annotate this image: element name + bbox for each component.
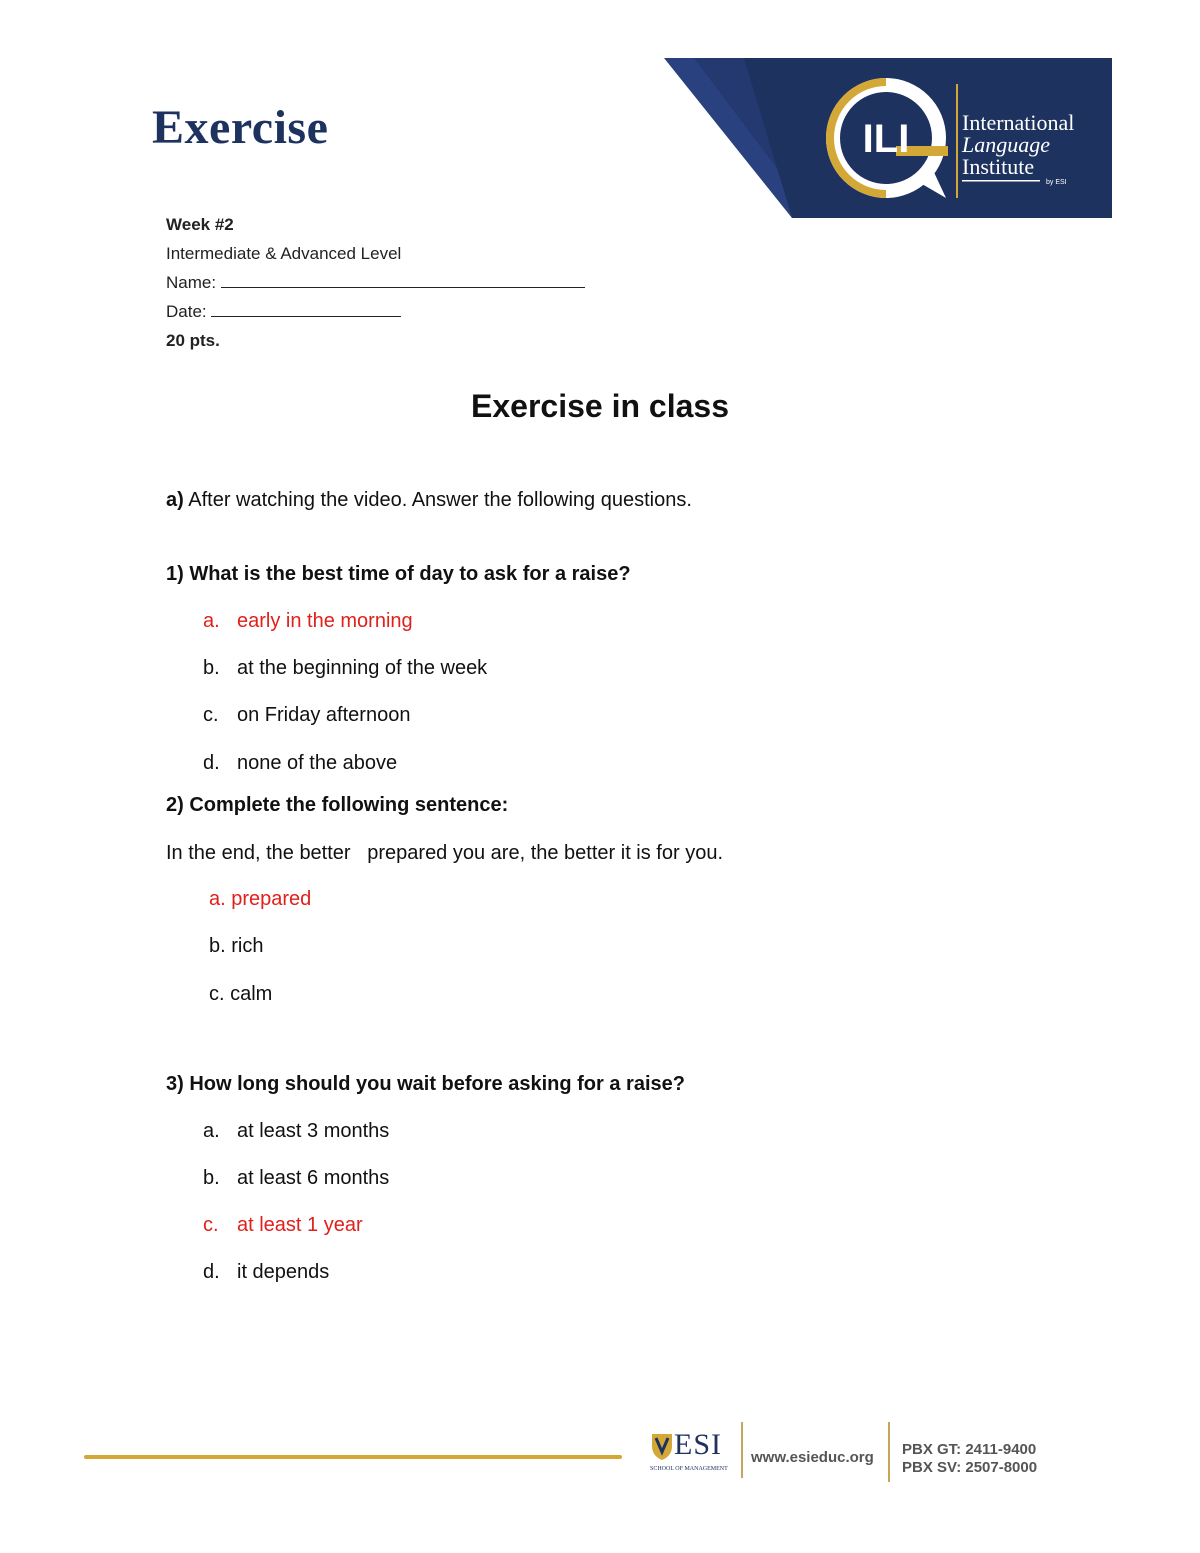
ili-banner	[664, 58, 1112, 218]
question-1: 1) What is the best time of day to ask for a raise?	[166, 563, 631, 585]
section-title: Exercise in class	[471, 388, 729, 424]
q2-option-c: c. calm	[209, 983, 273, 1005]
question-3: 3) How long should you wait before asking for a raise?	[166, 1073, 685, 1095]
banner-line2: Language	[962, 132, 1050, 157]
q3-option-d: d. it depends	[203, 1261, 330, 1283]
question-2: 2) Complete the following sentence:	[166, 794, 509, 816]
q3-option-b: b. at least 6 months	[203, 1167, 390, 1189]
q2-sentence: In the end, the better prepared you are, the better it is for you.	[166, 842, 724, 864]
q3-option-a: a. at least 3 months	[203, 1120, 390, 1142]
name-row	[166, 273, 585, 293]
banner-line3: Institute	[962, 154, 1035, 179]
banner-by: by ESI	[1046, 179, 1067, 186]
footer-divider-line	[84, 1455, 622, 1459]
instruction-text: After watching the video. Answer the following questions.	[183, 489, 692, 511]
q1-option-a: a. early in the morning	[203, 610, 413, 632]
date-label: Date:	[166, 302, 207, 321]
ili-logo-text: ILI	[862, 117, 910, 161]
footer-website[interactable]: www.esieduc.org	[751, 1449, 874, 1466]
footer-separator-2	[888, 1422, 890, 1482]
name-field[interactable]	[221, 273, 585, 288]
esi-logo-text: ESI	[674, 1428, 722, 1461]
q1-option-d: d. none of the above	[203, 752, 398, 774]
footer-separator-1	[741, 1422, 743, 1478]
week-label: Week #2	[166, 215, 234, 234]
esi-shield-icon	[650, 1432, 674, 1462]
level-label: Intermediate & Advanced Level	[166, 244, 402, 263]
q2-option-b: b. rich	[209, 935, 264, 957]
footer-pbx-gt: PBX GT: 2411-9400	[902, 1441, 1037, 1458]
q1-option-c: c. on Friday afternoon	[203, 704, 411, 726]
instruction	[166, 489, 692, 512]
page-title: Exercise	[152, 101, 329, 154]
q2-option-a: a. prepared	[209, 888, 312, 910]
q3-option-c: c. at least 1 year	[203, 1214, 363, 1236]
date-row	[166, 302, 401, 322]
date-field[interactable]	[211, 302, 401, 317]
instruction-prefix: a)	[166, 489, 184, 511]
ili-logo-banner	[664, 58, 1112, 218]
footer-pbx-sv: PBX SV: 2507-8000	[902, 1459, 1038, 1476]
banner-line1: International	[962, 110, 1075, 135]
points-label: 20 pts.	[166, 331, 220, 350]
name-label: Name:	[166, 273, 217, 292]
q1-option-b: b. at the beginning of the week	[203, 657, 488, 679]
esi-logo-sub: SCHOOL OF MANAGEMENT	[650, 1466, 728, 1472]
